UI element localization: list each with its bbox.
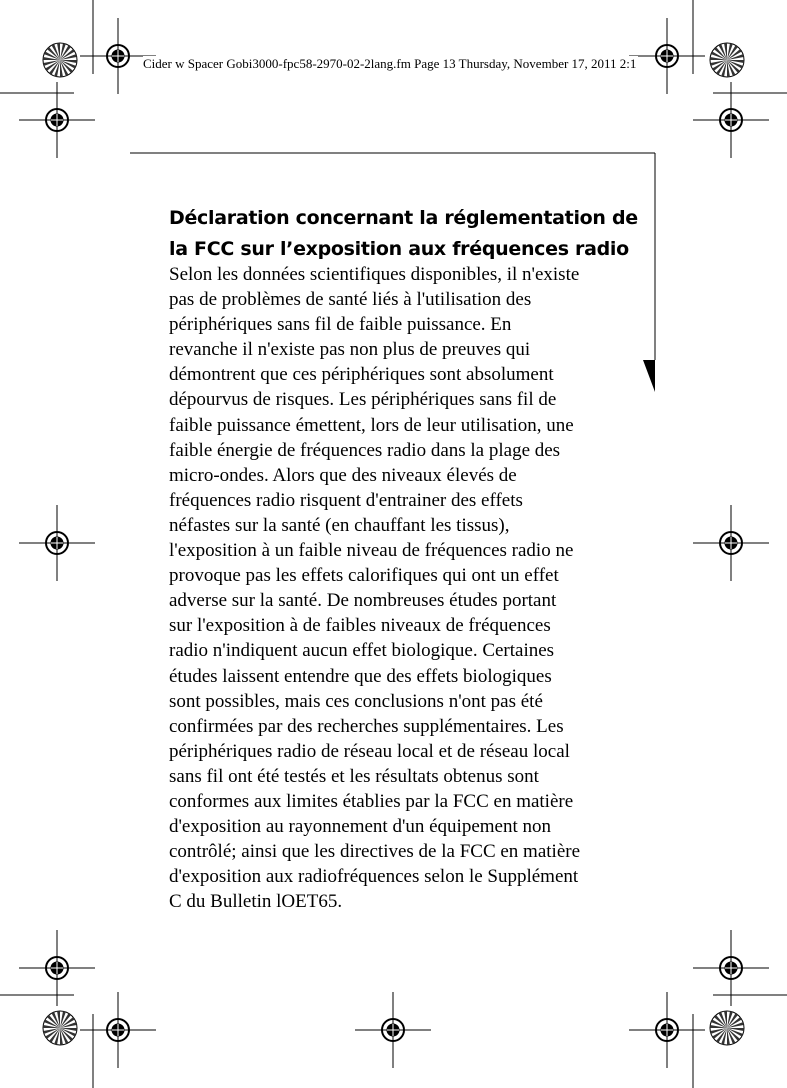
body-line: sont possibles, mais ces conclusions n'ont pas été — [169, 690, 543, 712]
body-line: périphériques radio de réseau local et de réseau local — [169, 740, 570, 762]
body-line: C du Bulletin lOET65. — [169, 891, 343, 913]
body-line: pas de problèmes de santé liés à l'utilisation des — [169, 289, 532, 311]
section-heading — [169, 203, 638, 265]
heading-line: Déclaration concernant la réglementation de — [169, 207, 638, 229]
registration-mark-icon — [19, 505, 95, 581]
body-line: l'exposition à un faible niveau de fréquences radio ne — [169, 540, 574, 562]
body-line: faible énergie de fréquences radio dans la plage des — [169, 439, 561, 461]
body-line: sur l'exposition à de faibles niveaux de fréquences — [169, 615, 551, 637]
body-line: radio n'indiquent aucun effet biologique. Certaines — [169, 640, 555, 662]
body-line: d'exposition au rayonnement d'un équipement non — [169, 816, 552, 838]
body-line: contrôlé; ainsi que les directives de la FCC en matière — [169, 841, 581, 863]
body-paragraph — [169, 262, 619, 914]
body-line: Selon les données scientifiques disponibles, il n'existe — [169, 264, 580, 285]
body-line: provoque pas les effets calorifiques qui ont un effet — [169, 565, 559, 587]
body-line: conformes aux limites établies par la FCC en matière — [169, 790, 574, 812]
registration-mark-icon — [80, 992, 156, 1068]
page-corner-tab — [643, 360, 655, 392]
star-target-icon — [43, 43, 77, 77]
registration-mark-icon — [693, 505, 769, 581]
registration-mark-icon — [629, 992, 705, 1068]
registration-mark-icon — [355, 992, 431, 1068]
star-target-icon — [43, 1011, 77, 1045]
star-target-icon — [710, 43, 744, 77]
body-line: études laissent entendre que des effets biologiques — [169, 665, 552, 687]
body-line: confirmées par des recherches supplémentaires. Les — [169, 715, 564, 737]
body-line: néfastes sur la santé (en chauffant les tissus), — [169, 514, 510, 536]
body-line: dépourvus de risques. Les périphériques sans fil de — [169, 389, 557, 411]
body-line: adverse sur la santé. De nombreuses études portant — [169, 590, 557, 612]
body-line: micro-ondes. Alors que des niveaux élevés de — [169, 464, 517, 486]
body-line: d'exposition aux radiofréquences selon le Supplément — [169, 866, 579, 888]
body-line: faible puissance émettent, lors de leur utilisation, une — [169, 414, 574, 436]
body-line: revanche il n'existe pas non plus de preuves qui — [169, 339, 531, 361]
heading-line: la FCC sur l’exposition aux fréquences radio — [169, 238, 629, 260]
body-line: démontrent que ces périphériques sont absolument — [169, 364, 554, 386]
registration-mark-icon — [629, 18, 705, 94]
body-line: périphériques sans fil de faible puissance. En — [169, 314, 512, 336]
body-line: fréquences radio risquent d'entrainer des effets — [169, 489, 523, 511]
file-slug: Cider w Spacer Gobi3000-fpc58-2970-02-2lang.fm Page 13 Thursday, November 17, 2011 2:1 — [143, 56, 637, 71]
body-line: sans fil ont été testés et les résultats obtenus sont — [169, 765, 539, 787]
star-target-icon — [710, 1011, 744, 1045]
